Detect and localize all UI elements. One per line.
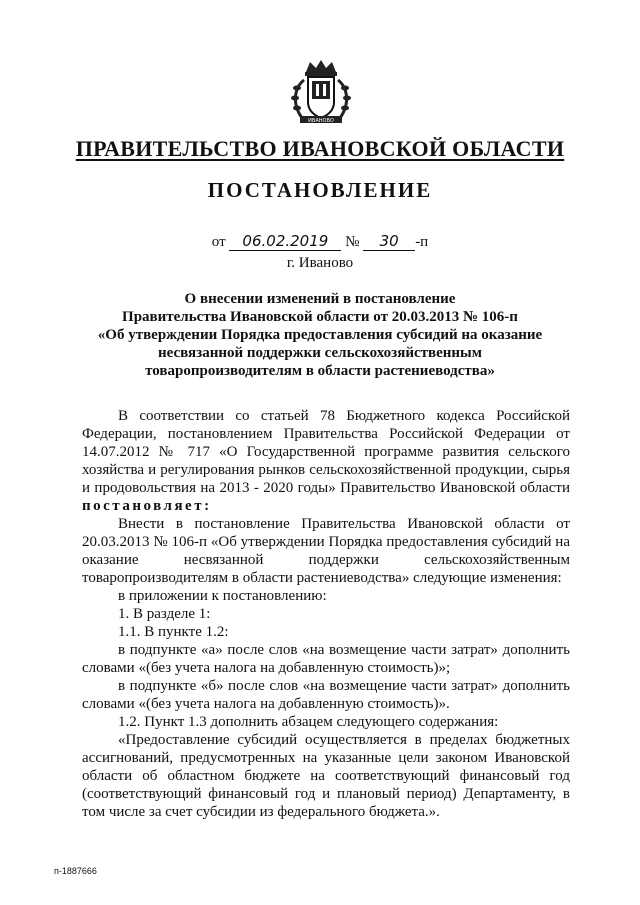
paragraph: «Предоставление субсидий осуществляется в пределах бюджетных ассигнований, предусмотренных на указанные цели законом Ивановской области об областном бюджете на соответствующий финансовый год (соответствующий финансовый год и плановый период) Департаменту, в том числе за счет субсидии из федерального бюджета.». bbox=[82, 732, 570, 820]
heading-line: товаропроизводителям в области растениеводства» bbox=[145, 363, 495, 379]
paragraph-preamble: В соответствии со статьей 78 Бюджетного кодекса Российской Федерации, постановлением Правительства Российской Федерации от 14.07.2012 № 717 «О Государственной программе развития сельского хозяйства и регулирования рынков сельскохозяйственной продукции, сырья и продовольствия на 2013 - 2020 годы» Правительство Ивановской области постановляет: bbox=[82, 408, 570, 514]
coat-of-arms-emblem bbox=[290, 58, 352, 126]
document-date: 06.02.2019 bbox=[229, 232, 341, 251]
number-sign: № bbox=[345, 234, 360, 250]
paragraph: 1. В разделе 1: bbox=[118, 606, 211, 622]
heading-line: Правительства Ивановской области от 20.03.2013 № 106-п bbox=[122, 309, 518, 325]
heading-line: несвязанной поддержки сельскохозяйственным bbox=[158, 345, 482, 361]
number-suffix: -п bbox=[415, 234, 429, 250]
paragraph: Внести в постановление Правительства Ивановской области от 20.03.2013 № 106-п «Об утверждении Порядка предоставления субсидий на оказание несвязанной поддержки сельскохозяйственным товаропроизводителям в области растениеводства» следующие изменения: bbox=[82, 516, 570, 586]
paragraph: 1.2. Пункт 1.3 дополнить абзацем следующего содержания: bbox=[118, 714, 499, 730]
heading-line: О внесении изменений в постановление bbox=[184, 291, 456, 307]
document-code: п-1887666 bbox=[54, 866, 97, 876]
dateline bbox=[0, 232, 640, 251]
paragraph: в приложении к постановлению: bbox=[118, 588, 327, 604]
paragraph: в подпункте «б» после слов «на возмещение части затрат» дополнить словами «(без учета налога на добавленную стоимость)». bbox=[82, 678, 570, 712]
document-heading bbox=[80, 290, 560, 380]
decree-word: постановляет: bbox=[82, 498, 212, 514]
paragraph: в подпункте «а» после слов «на возмещение части затрат» дополнить словами «(без учета налога на добавленную стоимость)»; bbox=[82, 642, 570, 676]
date-from-label: от bbox=[211, 234, 226, 250]
svg-text:ИВАНОВО: ИВАНОВО bbox=[308, 118, 334, 124]
document-body bbox=[82, 407, 570, 821]
document-type: ПОСТАНОВЛЕНИЕ bbox=[207, 178, 433, 202]
government-title: ПРАВИТЕЛЬСТВО ИВАНОВСКОЙ ОБЛАСТИ bbox=[75, 136, 565, 161]
city: г. Иваново bbox=[286, 255, 354, 271]
document-number: 30 bbox=[363, 232, 415, 251]
heading-line: «Об утверждении Порядка предоставления субсидий на оказание bbox=[97, 327, 543, 343]
paragraph: 1.1. В пункте 1.2: bbox=[118, 624, 229, 640]
